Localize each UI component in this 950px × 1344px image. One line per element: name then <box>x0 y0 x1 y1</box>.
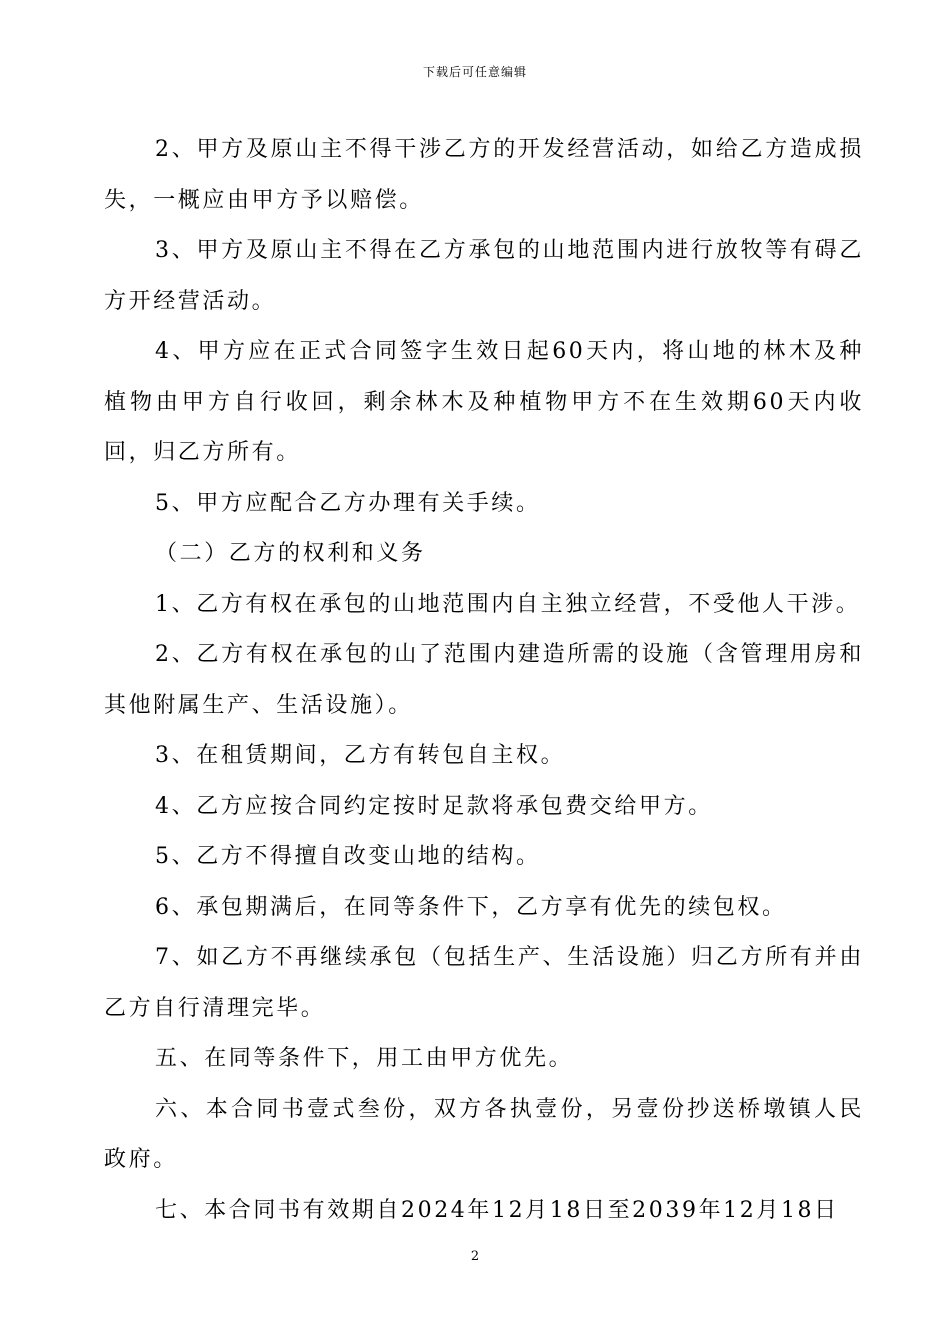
clause-paragraph: 5、乙方不得擅自改变山地的结构。 <box>155 844 541 869</box>
clause-paragraph: 3、在租赁期间，乙方有转包自主权。 <box>155 743 566 768</box>
document-body <box>104 125 864 1236</box>
page-number: 2 <box>470 1249 480 1264</box>
clause-paragraph: 4、乙方应按合同约定按时足款将承包费交给甲方。 <box>155 793 713 819</box>
clause-paragraph: 七、本合同书有效期自2024年12月18日至2039年12月18日 <box>155 1197 839 1223</box>
clause-paragraph: 6、承包期满后，在同等条件下，乙方享有优先的续包权。 <box>155 894 787 920</box>
clause-paragraph: 4、甲方应在正式合同签字生效日起60天内，将山地的林木及种植物由甲方自行收回，剩余林木及种植物甲方不在生效期60天内收回，归乙方所有。 <box>104 339 864 465</box>
clause-paragraph: 5、甲方应配合乙方办理有关手续。 <box>155 490 541 516</box>
clause-paragraph: 7、如乙方不再继续承包（包括生产、生活设施）归乙方所有并由乙方自行清理完毕。 <box>104 945 864 1021</box>
clause-paragraph: 五、在同等条件下，用工由甲方优先。 <box>155 1046 574 1071</box>
clause-paragraph: 六、本合同书壹式叁份，双方各执壹份，另壹份抄送桥墩镇人民政府。 <box>104 1096 864 1172</box>
clause-paragraph: 1、乙方有权在承包的山地范围内自主独立经营，不受他人干涉。 <box>155 591 861 617</box>
page-header: 下载后可任意编辑 <box>422 65 527 79</box>
clause-paragraph: 3、甲方及原山主不得在乙方承包的山地范围内进行放牧等有碍乙方开经营活动。 <box>104 238 864 314</box>
clause-paragraph: 2、乙方有权在承包的山了范围内建造所需的设施（含管理用房和其他附属生产、生活设施）。 <box>104 642 864 718</box>
clause-paragraph: 2、甲方及原山主不得干涉乙方的开发经营活动，如给乙方造成损失，一概应由甲方予以赔偿。 <box>104 137 864 213</box>
section-heading: （二）乙方的权利和义务 <box>155 541 426 566</box>
